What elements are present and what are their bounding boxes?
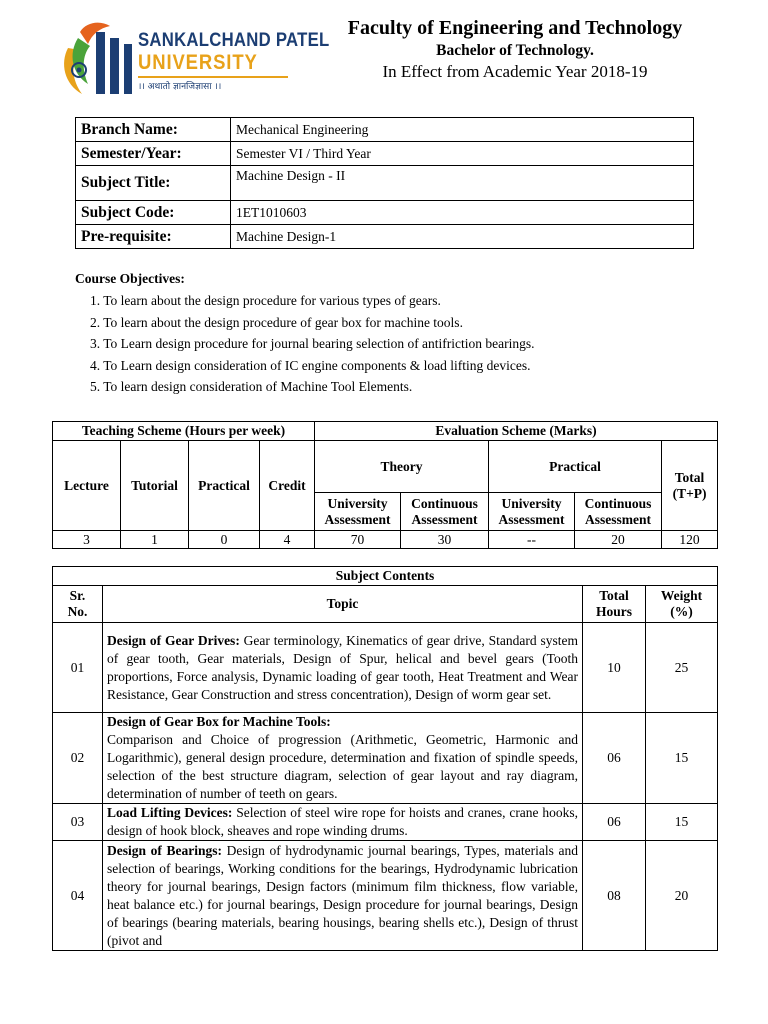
objective-item: 4. To Learn design consideration of IC engine components & load lifting devices.	[90, 357, 531, 373]
credit-value: 4	[260, 531, 315, 549]
logo-motto: ।। अथातो ज्ञानजिज्ञासा ।।	[138, 82, 222, 92]
info-key: Subject Code:	[76, 201, 231, 225]
objective-item: 2. To learn about the design procedure of gear box for machine tools.	[90, 314, 463, 330]
sr-no: 03	[53, 804, 103, 841]
header-line: (%)	[670, 604, 693, 619]
topic-text: Comparison and Choice of progression (Arithmetic, Geometric, Harmonic and Logarithmic), general design procedure, determination and fixation of spindle speeds, selection of the best structure diagram, selection of gear layout and ray diagram, determination of number of teeth on gears.	[107, 732, 578, 801]
topic-heading: Design of Bearings:	[107, 842, 222, 858]
topic-cell	[103, 804, 583, 841]
header-line: Assessment	[411, 511, 478, 527]
practical-university-value: --	[489, 531, 575, 549]
total-hours: 06	[583, 713, 646, 804]
info-row	[76, 118, 694, 142]
tutorial-header: Tutorial	[121, 441, 189, 531]
table-row	[53, 713, 718, 804]
course-objectives-title: Course Objectives:	[75, 271, 185, 286]
table-row	[53, 623, 718, 713]
theory-university-value: 70	[315, 531, 401, 549]
weight: 25	[646, 623, 718, 713]
evaluation-scheme-header: Evaluation Scheme (Marks)	[315, 422, 718, 441]
topic-cell	[103, 713, 583, 804]
header-line: Continuous	[411, 495, 478, 511]
university-assessment-header	[315, 493, 401, 531]
sr-no-header	[53, 586, 103, 623]
subject-info-table	[75, 117, 694, 249]
info-value: Machine Design-1	[231, 225, 694, 249]
lecture-header: Lecture	[53, 441, 121, 531]
effective-year: In Effect from Academic Year 2018-19	[382, 62, 648, 81]
degree-title: Bachelor of Technology.	[436, 42, 594, 59]
header-line: Hours	[595, 604, 632, 619]
header-line: University	[501, 495, 562, 511]
topic-cell	[103, 623, 583, 713]
info-value: Mechanical Engineering	[231, 118, 694, 142]
info-key: Subject Title:	[76, 166, 231, 201]
header-line: Assessment	[324, 511, 391, 527]
sr-no: 04	[53, 841, 103, 951]
weight: 15	[646, 713, 718, 804]
info-value: Machine Design - II	[231, 166, 694, 201]
total-hours-header	[583, 586, 646, 623]
university-logo	[58, 18, 330, 100]
theory-header: Theory	[315, 441, 489, 493]
total-hours: 06	[583, 804, 646, 841]
topic-header: Topic	[103, 586, 583, 623]
header-line: Weight	[660, 588, 703, 603]
weight: 20	[646, 841, 718, 951]
info-key: Branch Name:	[76, 118, 231, 142]
total-header-line1: Total	[674, 469, 705, 485]
faculty-title: Faculty of Engineering and Technology	[347, 17, 683, 39]
logo-university-name-line1: SANKALCHAND PATEL	[138, 30, 330, 51]
teaching-scheme-header: Teaching Scheme (Hours per week)	[53, 422, 315, 441]
topic-heading: Load Lifting Devices:	[107, 805, 233, 820]
topic-heading: Design of Gear Drives:	[107, 632, 240, 648]
info-value: 1ET1010603	[231, 201, 694, 225]
table-row	[53, 804, 718, 841]
total-header	[662, 441, 718, 531]
university-assessment-header	[489, 493, 575, 531]
topic-text: Design of hydrodynamic journal bearings, Types, materials and selection of bearings, Working conditions for the bearings, Hydrodynamic lubrication theory for journal bearings, Design factors (minimum film thickness, flow variable, heat balance etc.) for journal bearings, Design procedure for journal bearings, Design of bearings (bearing materials, bearing housings, bearing shells etc.), Design of thrust (pivot and	[107, 842, 578, 948]
total-header-line2: (T+P)	[672, 485, 707, 501]
subject-contents-table	[52, 566, 718, 951]
total-hours: 08	[583, 841, 646, 951]
info-row	[76, 225, 694, 249]
header-line: Continuous	[584, 495, 652, 511]
total-value: 120	[662, 531, 718, 549]
header-line: University	[327, 495, 388, 511]
objective-item: 3. To Learn design procedure for journal bearing selection of antifriction bearings.	[90, 336, 535, 352]
eval-practical-header: Practical	[489, 441, 662, 493]
scheme-values-row	[53, 531, 718, 549]
header-line: Assessment	[498, 511, 565, 527]
info-row	[76, 201, 694, 225]
topic-text: Selection of steel wire rope for hoists and cranes, crane hooks, design of hook block, sheaves and rope winding drums.	[107, 805, 578, 838]
practical-header: Practical	[189, 441, 260, 531]
info-row	[76, 166, 694, 201]
weight: 15	[646, 804, 718, 841]
info-row	[76, 142, 694, 166]
objective-item: 1. To learn about the design procedure for various types of gears.	[90, 293, 441, 308]
continuous-assessment-header	[401, 493, 489, 531]
topic-text: Gear terminology, Kinematics of gear drive, Standard system of gear tooth, Gear materials, Design of Spur, helical and bevel gears (Tooth proportions, Force analysis, Dynamic loading of gear tooth, Heat Treatment and Wear Resistance, Gear Construction and stress concentration), Design of worm gear set.	[107, 632, 578, 702]
header-line: Assessment	[585, 511, 651, 527]
continuous-assessment-header	[575, 493, 662, 531]
logo-rule	[138, 76, 288, 78]
logo-university-name-line2: UNIVERSITY	[138, 51, 258, 74]
practical-continuous-value: 20	[575, 531, 662, 549]
header-line: No.	[67, 604, 88, 619]
objective-item: 5. To learn design consideration of Machine Tool Elements.	[90, 379, 413, 395]
weight-header	[646, 586, 718, 623]
header-line: Sr.	[69, 588, 86, 603]
topic-heading: Design of Gear Box for Machine Tools:	[107, 714, 331, 729]
lecture-value: 3	[53, 531, 121, 549]
info-key: Pre-requisite:	[76, 225, 231, 249]
topic-cell	[103, 841, 583, 951]
subject-contents-title: Subject Contents	[53, 567, 718, 586]
header-line: Total	[599, 588, 629, 603]
total-hours: 10	[583, 623, 646, 713]
sr-no: 01	[53, 623, 103, 713]
tutorial-value: 1	[121, 531, 189, 549]
university-emblem-icon	[58, 18, 134, 100]
practical-value: 0	[189, 531, 260, 549]
credit-header: Credit	[260, 441, 315, 531]
teaching-evaluation-scheme-table	[52, 421, 718, 549]
theory-continuous-value: 30	[401, 531, 489, 549]
table-row	[53, 841, 718, 951]
info-key: Semester/Year:	[76, 142, 231, 166]
sr-no: 02	[53, 713, 103, 804]
course-objectives-list	[90, 290, 535, 398]
info-value: Semester VI / Third Year	[231, 142, 694, 166]
